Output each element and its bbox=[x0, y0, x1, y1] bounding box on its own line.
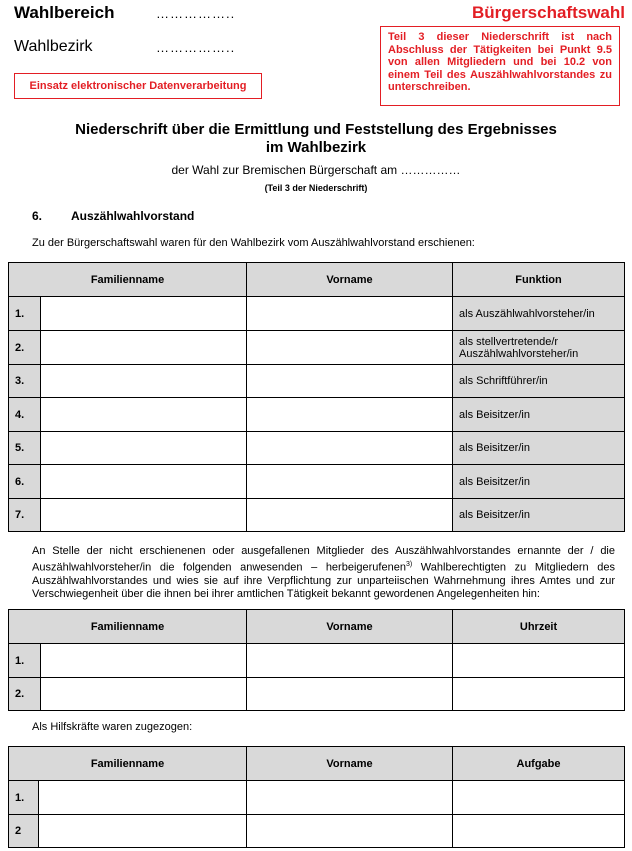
familienname-cell[interactable] bbox=[41, 398, 247, 432]
row-number: 7. bbox=[9, 499, 41, 532]
table-row bbox=[9, 678, 625, 711]
row-number: 4. bbox=[9, 398, 41, 432]
replacement-paragraph bbox=[32, 545, 615, 601]
document-title bbox=[0, 121, 632, 157]
section-intro: Zu der Bürgerschaftswahl waren für den Wahlbezirk vom Auszählwahlvorstand erschienen: bbox=[32, 237, 475, 249]
document-part: (Teil 3 der Niederschrift) bbox=[264, 183, 368, 193]
familienname-cell[interactable] bbox=[39, 781, 247, 815]
election-name: Bürgerschaftswahl bbox=[471, 3, 625, 22]
title-line-2: im Wahlbezirk bbox=[265, 139, 367, 156]
table-row bbox=[9, 499, 625, 532]
familienname-cell[interactable] bbox=[39, 815, 247, 848]
wahlbezirk-label: Wahlbezirk bbox=[14, 38, 93, 55]
vorname-cell[interactable] bbox=[247, 781, 453, 815]
helpers-intro: Als Hilfskräfte waren zugezogen: bbox=[32, 721, 193, 733]
header-familienname: Familienname bbox=[9, 263, 247, 297]
familienname-cell[interactable] bbox=[41, 465, 247, 499]
members-header-row bbox=[9, 263, 625, 297]
table-row bbox=[9, 331, 625, 365]
row-number: 1. bbox=[9, 644, 41, 678]
funktion-cell: als Schriftführer/in bbox=[453, 365, 625, 398]
replacement-text-after: Wahlberechtigten zu Mitgliedern des Auszählwahlvorstandes und wies sie auf ihre Verpflichtung zur unparteiischen Wahrnehmung ihres Amtes und zur Verschwiegenheit über die ihnen bei ihrer amtlichen Tätigkeit bekannt gewordenen Angelegenheiten hin: bbox=[32, 561, 616, 600]
row-number: 3. bbox=[9, 365, 41, 398]
uhrzeit-cell[interactable] bbox=[453, 678, 625, 711]
funktion-cell: als Auszählwahlvorsteher/in bbox=[453, 297, 625, 331]
header-vorname: Vorname bbox=[247, 610, 453, 644]
table-row bbox=[9, 365, 625, 398]
funktion-cell: als Beisitzer/in bbox=[453, 499, 625, 532]
funktion-line-2: Auszählwahlvorsteher/in bbox=[459, 347, 579, 360]
table-row bbox=[9, 297, 625, 331]
header-familienname: Familienname bbox=[9, 747, 247, 781]
footnote-marker: 3) bbox=[405, 561, 413, 568]
replacement-text-before: An Stelle der nicht erschienenen oder ausgefallenen Mitglieder des Auszählwahlvorstandes ernannte der / die Auszählwahlvorsteher/in die folgenden anwesenden – herbeigerufenen bbox=[32, 545, 615, 574]
row-number: 1. bbox=[9, 297, 41, 331]
header-vorname: Vorname bbox=[247, 747, 453, 781]
members-table bbox=[8, 262, 625, 532]
header-funktion: Funktion bbox=[453, 263, 625, 297]
vorname-cell[interactable] bbox=[247, 499, 453, 532]
wahlbereich-label: Wahlbereich bbox=[14, 3, 115, 22]
funktion-cell bbox=[453, 331, 625, 365]
vorname-cell[interactable] bbox=[247, 398, 453, 432]
edv-note-box bbox=[14, 73, 262, 99]
table-row bbox=[9, 644, 625, 678]
familienname-cell[interactable] bbox=[41, 365, 247, 398]
section-title: Auszählwahlvorstand bbox=[71, 209, 195, 223]
table-row bbox=[9, 465, 625, 499]
vorname-cell[interactable] bbox=[247, 331, 453, 365]
row-number: 5. bbox=[9, 432, 41, 465]
familienname-cell[interactable] bbox=[41, 678, 247, 711]
vorname-cell[interactable] bbox=[247, 297, 453, 331]
vorname-cell[interactable] bbox=[247, 678, 453, 711]
wahlbereich-field[interactable]: …………….. bbox=[156, 6, 236, 21]
table-row bbox=[9, 432, 625, 465]
signature-notice-box: Teil 3 dieser Niederschrift ist nach Abschluss der Tätigkeiten bei Punkt 9.5 von allen Mitgliedern und bei 10.2 von einem Teil des Auszählwahlvorstandes zu unterschreiben. bbox=[380, 26, 620, 106]
familienname-cell[interactable] bbox=[41, 644, 247, 678]
row-number: 2. bbox=[9, 331, 41, 365]
vorname-cell[interactable] bbox=[247, 365, 453, 398]
aufgabe-cell[interactable] bbox=[453, 781, 625, 815]
vorname-cell[interactable] bbox=[247, 432, 453, 465]
familienname-cell[interactable] bbox=[41, 331, 247, 365]
helpers-table bbox=[8, 746, 625, 848]
familienname-cell[interactable] bbox=[41, 432, 247, 465]
edv-note-text: Einsatz elektronischer Datenverarbeitung bbox=[29, 80, 247, 92]
section-number: 6. bbox=[32, 209, 43, 223]
vorname-cell[interactable] bbox=[247, 644, 453, 678]
familienname-cell[interactable] bbox=[41, 499, 247, 532]
table-row bbox=[9, 781, 625, 815]
vorname-cell[interactable] bbox=[247, 815, 453, 848]
wahlbezirk-field[interactable]: …………….. bbox=[156, 40, 236, 55]
funktion-line-1: als stellvertretende/r bbox=[459, 335, 559, 348]
header-aufgabe: Aufgabe bbox=[453, 747, 625, 781]
header-uhrzeit: Uhrzeit bbox=[453, 610, 625, 644]
helpers-header-row bbox=[9, 747, 625, 781]
funktion-cell: als Beisitzer/in bbox=[453, 398, 625, 432]
table-row bbox=[9, 398, 625, 432]
row-number: 2. bbox=[9, 678, 41, 711]
replacement-table bbox=[8, 609, 625, 711]
vorname-cell[interactable] bbox=[247, 465, 453, 499]
uhrzeit-cell[interactable] bbox=[453, 644, 625, 678]
replacement-header-row bbox=[9, 610, 625, 644]
funktion-cell: als Beisitzer/in bbox=[453, 465, 625, 499]
title-line-1: Niederschrift über die Ermittlung und Feststellung des Ergebnisses bbox=[75, 121, 557, 138]
document-subtitle: der Wahl zur Bremischen Bürgerschaft am …………… bbox=[171, 163, 461, 177]
header-familienname: Familienname bbox=[9, 610, 247, 644]
header-vorname: Vorname bbox=[247, 263, 453, 297]
funktion-cell: als Beisitzer/in bbox=[453, 432, 625, 465]
table-row bbox=[9, 815, 625, 848]
familienname-cell[interactable] bbox=[41, 297, 247, 331]
row-number: 6. bbox=[9, 465, 41, 499]
row-number: 1. bbox=[9, 781, 39, 815]
aufgabe-cell[interactable] bbox=[453, 815, 625, 848]
row-number: 2 bbox=[9, 815, 39, 848]
